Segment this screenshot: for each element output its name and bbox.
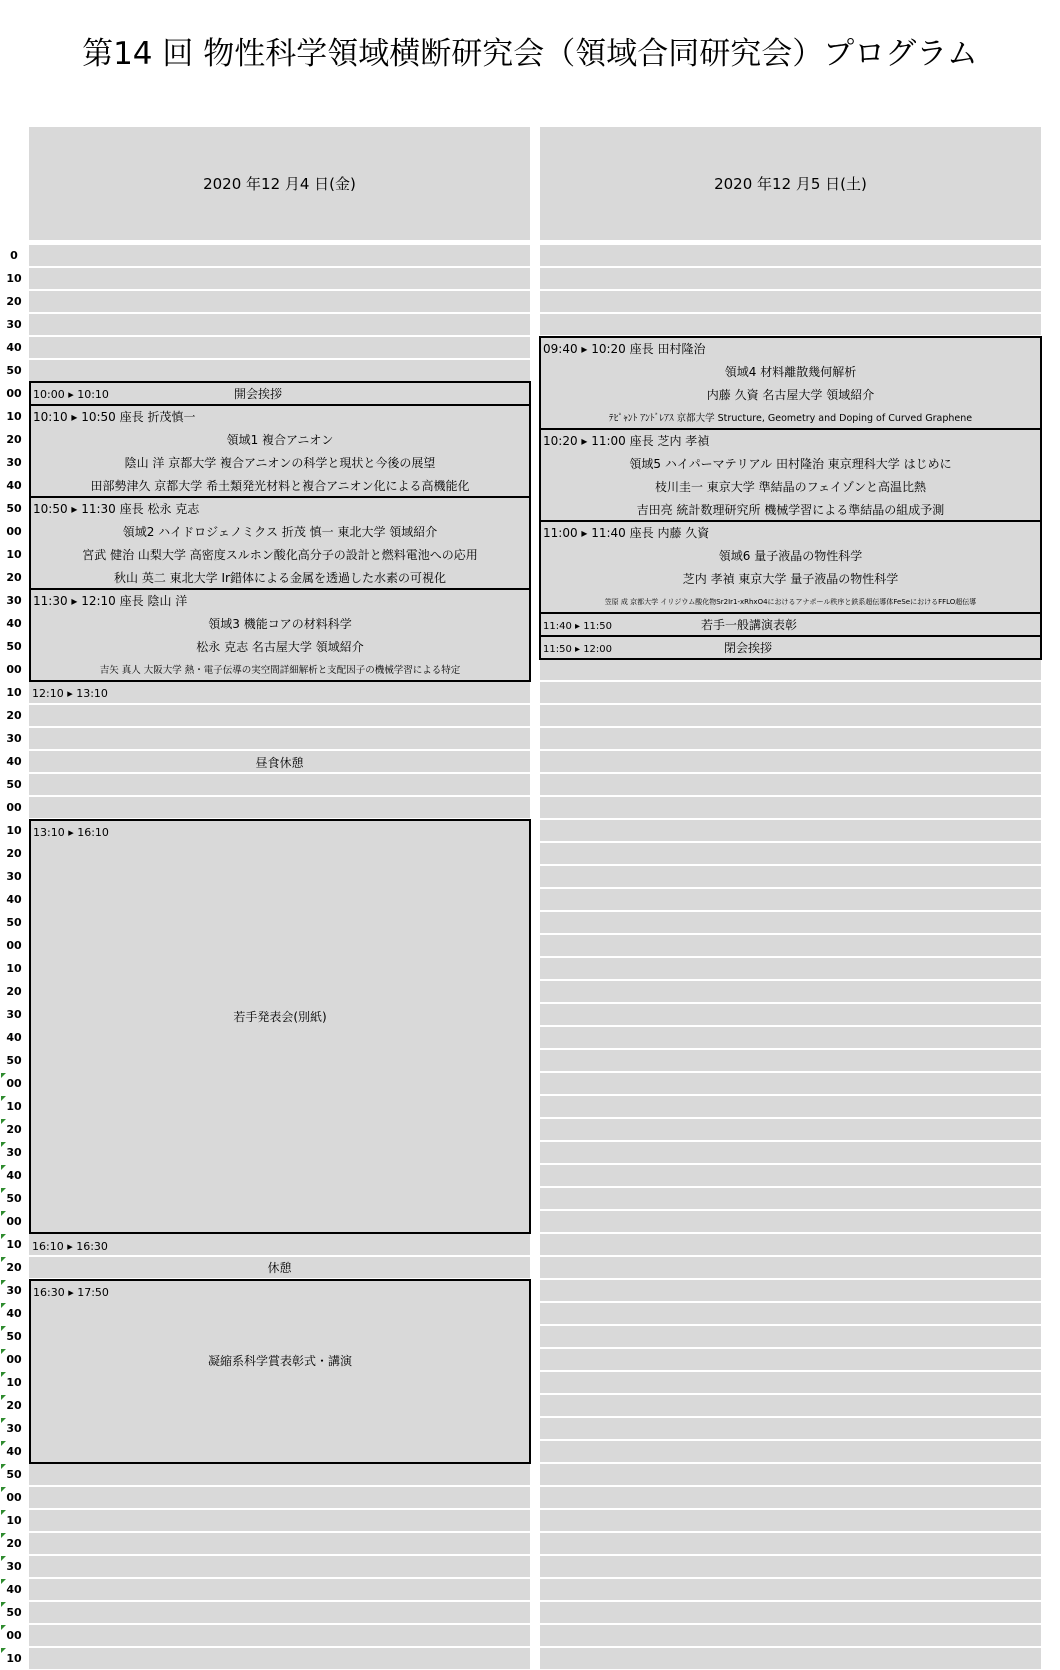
time-tick: 50: [0, 1463, 28, 1486]
time-tick: 50: [6, 502, 22, 515]
day2-slot: [540, 935, 1041, 956]
day2-slot: [540, 1556, 1041, 1577]
session2-domain: 領域2 ハイドロジェノミクス 折茂 慎一 東北大学 領域紹介: [122, 525, 438, 539]
award-time: 16:30 ▸ 17:50: [33, 1286, 109, 1299]
day2-slot: [540, 797, 1041, 818]
day2-slot: [540, 889, 1041, 910]
day2-slot: [540, 774, 1041, 795]
session2-header: 10:50 ▸ 11:30 座長 松永 克志: [33, 502, 200, 516]
time-tick: 30: [6, 318, 22, 331]
day1-session2: [29, 496, 531, 590]
time-tick: 30: [0, 1141, 28, 1164]
day2-slot: [540, 682, 1041, 703]
day1-slot: [29, 1464, 530, 1485]
day1-date: 2020 年12 月4 日(金): [203, 175, 356, 193]
session5-domain: 領域5 ハイパーマテリアル 田村隆治 東京理科大学 はじめに: [629, 457, 952, 471]
day2-session4: [539, 336, 1042, 430]
day2-slot: [540, 1349, 1041, 1370]
time-tick: 50: [0, 1325, 28, 1348]
day2-slot: [540, 1234, 1041, 1255]
day1-slot: [29, 268, 530, 289]
session4-talk: 内藤 久資 名古屋大学 領域紹介: [706, 388, 875, 402]
session6-header: 11:00 ▸ 11:40 座長 内藤 久資: [543, 526, 710, 540]
session6-domain: 領域6 量子液晶の物性科学: [718, 549, 863, 563]
time-tick: 50: [6, 1054, 22, 1067]
day2-slot: [540, 245, 1041, 266]
day1-lunch: [29, 682, 530, 817]
time-tick: 10: [0, 1233, 28, 1256]
time-tick: 00: [6, 801, 22, 814]
session4-talk: ﾃﾋﾟｬﾝﾄ ｱﾝﾄﾞﾚｱｽ 京都大学 Structure, Geometry and Doping of Curved Graphene: [608, 413, 973, 424]
session4-domain: 領域4 材料離散幾何解析: [724, 365, 857, 379]
day2-slot: [540, 1303, 1041, 1324]
time-tick: 10: [6, 410, 22, 423]
day2-slot: [540, 1004, 1041, 1025]
day2-slot: [540, 912, 1041, 933]
day2-closing: [539, 635, 1042, 660]
award-label: 凝縮系科学賞表彰式・講演: [207, 1354, 352, 1368]
time-tick: 00: [6, 387, 22, 400]
day1-slot: [29, 1602, 530, 1623]
day2-slot: [540, 728, 1041, 749]
day2-header: [540, 127, 1041, 240]
time-tick: 20: [0, 1256, 28, 1279]
day1-slot: [29, 337, 530, 358]
time-tick: 40: [0, 1440, 28, 1463]
day2-slot: [540, 1602, 1041, 1623]
day1-slot: [29, 1556, 530, 1577]
time-tick: 50: [6, 778, 22, 791]
session1-domain: 領域1 複合アニオン: [226, 433, 334, 447]
day2-slot: [540, 291, 1041, 312]
time-tick: 30: [6, 456, 22, 469]
closing-time: 11:50 ▸ 12:00: [543, 644, 613, 655]
day2-slot: [540, 1050, 1041, 1071]
time-tick: 30: [6, 870, 22, 883]
time-tick: 40: [6, 1031, 22, 1044]
day1-opening: [29, 381, 531, 406]
session1-talk: 陰山 洋 京都大学 複合アニオンの科学と現状と今後の展望: [124, 456, 436, 470]
session2-talk: 秋山 英二 東北大学 Ir錯体による金属を透過した水素の可視化: [114, 571, 446, 585]
session3-domain: 領域3 機能コアの材料科学: [208, 617, 352, 631]
session1-header: 10:10 ▸ 10:50 座長 折茂慎一: [33, 410, 196, 424]
break-label: 休憩: [267, 1261, 292, 1275]
day2-slot: [540, 1395, 1041, 1416]
time-tick: 20: [6, 433, 22, 446]
session4-header: 09:40 ▸ 10:20 座長 田村隆治: [543, 342, 706, 356]
page-title: 第14 回 物性科学領域横断研究会（領域合同研究会）プログラム: [82, 36, 978, 72]
day2-slot: [540, 958, 1041, 979]
day2-slot: [540, 1188, 1041, 1209]
day2-slot: [540, 866, 1041, 887]
day2-slot: [540, 1211, 1041, 1232]
day1-slot: [29, 1625, 530, 1646]
award-young-time: 11:40 ▸ 11:50: [543, 621, 613, 632]
day2-slot: [540, 1441, 1041, 1462]
time-tick: 10: [0, 1371, 28, 1394]
session3-talk: 吉矢 真人 大阪大学 熱・電子伝導の実空間詳細解析と支配因子の機械学習による特定: [99, 665, 461, 676]
day1-slot: [29, 1579, 530, 1600]
time-tick: 20: [0, 1118, 28, 1141]
day1-young: [29, 819, 531, 1234]
day2-slot: [540, 314, 1041, 335]
award-young-label: 若手一般講演表彰: [701, 618, 798, 632]
day2-session5: [539, 428, 1042, 522]
time-tick: 10: [0, 1647, 28, 1670]
time-tick: 50: [6, 640, 22, 653]
day2-slot: [540, 1625, 1041, 1646]
day2-slot: [540, 1027, 1041, 1048]
young-time: 13:10 ▸ 16:10: [33, 826, 109, 839]
time-tick: 30: [6, 732, 22, 745]
time-tick: 00: [6, 939, 22, 952]
time-tick: 10: [6, 272, 22, 285]
session5-talk: 吉田亮 統計数理研究所 機械学習による準結晶の組成予測: [636, 503, 945, 517]
day2-slot: [540, 1579, 1041, 1600]
time-tick: 10: [6, 824, 22, 837]
day1-session3: [29, 588, 531, 682]
time-tick: 30: [0, 1417, 28, 1440]
day2-slot: [540, 1372, 1041, 1393]
day2-slot: [540, 659, 1041, 680]
day2-session6: [539, 520, 1042, 614]
time-tick: 20: [6, 847, 22, 860]
opening-label: 開会挨拶: [234, 387, 283, 401]
day2-slot: [540, 1165, 1041, 1186]
time-tick: 20: [0, 1394, 28, 1417]
day2-slot: [540, 751, 1041, 772]
time-tick: 50: [0, 1601, 28, 1624]
time-tick: 40: [6, 341, 22, 354]
time-tick: 50: [6, 916, 22, 929]
day1-session1: [29, 404, 531, 498]
session5-talk: 枝川圭一 東京大学 準結晶のフェイゾンと高温比熱: [654, 480, 927, 494]
young-label: 若手発表会(別紙): [233, 1010, 327, 1024]
day2-slot: [540, 1073, 1041, 1094]
time-tick: 00: [0, 1072, 28, 1095]
time-tick: 40: [6, 479, 22, 492]
time-tick: 20: [6, 985, 22, 998]
time-tick: 40: [0, 1578, 28, 1601]
day2-slot: [540, 1280, 1041, 1301]
time-tick: 40: [6, 617, 22, 630]
time-tick: 00: [0, 1624, 28, 1647]
day1-slot: [29, 245, 530, 266]
opening-time: 10:00 ▸ 10:10: [33, 388, 109, 401]
day1-slot: [29, 360, 530, 381]
day2-slot: [540, 1464, 1041, 1485]
day2-slot: [540, 981, 1041, 1002]
time-tick: 30: [6, 594, 22, 607]
day2-award-young: [539, 612, 1042, 637]
session3-talk: 松永 克志 名古屋大学 領域紹介: [196, 640, 364, 654]
time-tick: 30: [6, 1008, 22, 1021]
day1-slot: [29, 291, 530, 312]
day2-date: 2020 年12 月5 日(土): [714, 175, 867, 193]
time-tick: 10: [6, 962, 22, 975]
lunch-label: 昼食休憩: [255, 756, 304, 770]
break-time: 16:10 ▸ 16:30: [32, 1240, 108, 1253]
time-tick: 00: [6, 663, 22, 676]
day2-slot: [540, 1326, 1041, 1347]
day2-slot: [540, 1142, 1041, 1163]
session3-header: 11:30 ▸ 12:10 座長 陰山 洋: [33, 594, 188, 608]
time-tick: 40: [0, 1164, 28, 1187]
day1-award: [29, 1279, 531, 1464]
time-tick: 40: [6, 755, 22, 768]
day1-break: [29, 1235, 530, 1279]
time-tick: 40: [6, 893, 22, 906]
day1-slot: [29, 1487, 530, 1508]
time-tick: 20: [6, 295, 22, 308]
day2-slot: [540, 1418, 1041, 1439]
day2-slot: [540, 1119, 1041, 1140]
time-tick: 40: [0, 1302, 28, 1325]
day1-slot: [29, 314, 530, 335]
time-tick: 50: [6, 364, 22, 377]
day2-slot: [540, 705, 1041, 726]
day2-slot: [540, 268, 1041, 289]
day2-slot: [540, 1648, 1041, 1669]
time-tick: 0: [10, 249, 18, 262]
time-tick: 00: [0, 1210, 28, 1233]
time-tick: 30: [0, 1555, 28, 1578]
time-tick: 20: [6, 571, 22, 584]
session6-talk: 笠原 成 京都大学 イリジウム酸化物Sr2Ir1-xRhxO4におけるアナポール秩序と鉄系超伝導体FeSeにおけるFFLO超伝導: [604, 598, 977, 606]
time-tick: 10: [6, 686, 22, 699]
time-tick: 00: [0, 1486, 28, 1509]
lunch-time: 12:10 ▸ 13:10: [32, 687, 108, 700]
day2-slot: [540, 1487, 1041, 1508]
session1-talk: 田部勢津久 京都大学 希土類発光材料と複合アニオン化による高機能化: [90, 479, 470, 493]
session5-header: 10:20 ▸ 11:00 座長 芝内 孝禎: [543, 434, 710, 448]
time-tick: 10: [0, 1509, 28, 1532]
day1-header: [29, 127, 530, 240]
time-tick: 20: [0, 1532, 28, 1555]
closing-label: 閉会挨拶: [724, 641, 773, 655]
day2-slot: [540, 1533, 1041, 1554]
time-tick: 00: [6, 525, 22, 538]
session6-talk: 芝内 孝禎 東京大学 量子液晶の物性科学: [682, 572, 899, 586]
day2-slot: [540, 820, 1041, 841]
time-tick: 00: [0, 1348, 28, 1371]
day1-slot: [29, 1533, 530, 1554]
day2-slot: [540, 1257, 1041, 1278]
day2-slot: [540, 843, 1041, 864]
time-tick: 30: [0, 1279, 28, 1302]
time-tick: 50: [0, 1187, 28, 1210]
session2-talk: 宮武 健治 山梨大学 高密度スルホン酸化高分子の設計と燃料電池への応用: [82, 548, 478, 562]
time-tick: 10: [6, 548, 22, 561]
day1-slot: [29, 1648, 530, 1669]
time-tick: 20: [6, 709, 22, 722]
time-tick: 10: [0, 1095, 28, 1118]
day2-slot: [540, 1096, 1041, 1117]
